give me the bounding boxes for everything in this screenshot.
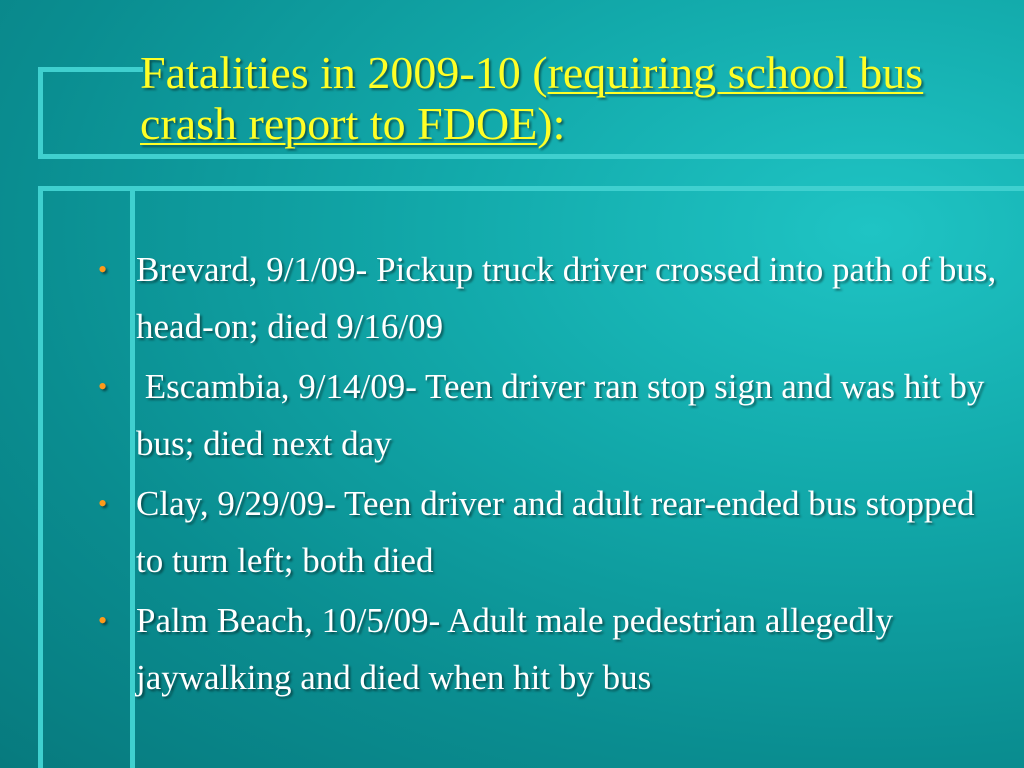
decorative-frame-box	[38, 67, 142, 159]
decorative-left-line	[38, 186, 43, 768]
title-prefix: Fatalities in 2009-10 (	[140, 47, 548, 98]
bullet-text: Clay, 9/29/09- Teen driver and adult rear-ended bus stopped to turn left; both died	[136, 484, 975, 580]
bullet-text: Palm Beach, 10/5/09- Adult male pedestrian allegedly jaywalking and died when hit by bus	[136, 601, 894, 697]
title-suffix: ):	[537, 97, 566, 149]
bullet-icon: •	[98, 255, 108, 284]
bullet-item	[98, 592, 998, 706]
bullet-text: Brevard, 9/1/09- Pickup truck driver crossed into path of bus, head-on; died 9/16/09	[136, 250, 997, 346]
bullet-list	[98, 241, 998, 709]
bullet-item	[98, 358, 998, 472]
decorative-lower-line	[38, 186, 1024, 191]
title-underlined: requiring school bus crash report to FDOE	[140, 47, 924, 149]
bullet-icon: •	[98, 372, 108, 401]
bullet-item	[98, 241, 998, 355]
bullet-icon: •	[98, 606, 108, 635]
decorative-top-line	[38, 67, 143, 72]
bullet-icon: •	[98, 489, 108, 518]
decorative-mid-line	[38, 154, 1024, 159]
slide-title	[140, 48, 1000, 149]
bullet-text: Escambia, 9/14/09- Teen driver ran stop sign and was hit by bus; died next day	[136, 367, 994, 463]
bullet-item	[98, 475, 998, 589]
